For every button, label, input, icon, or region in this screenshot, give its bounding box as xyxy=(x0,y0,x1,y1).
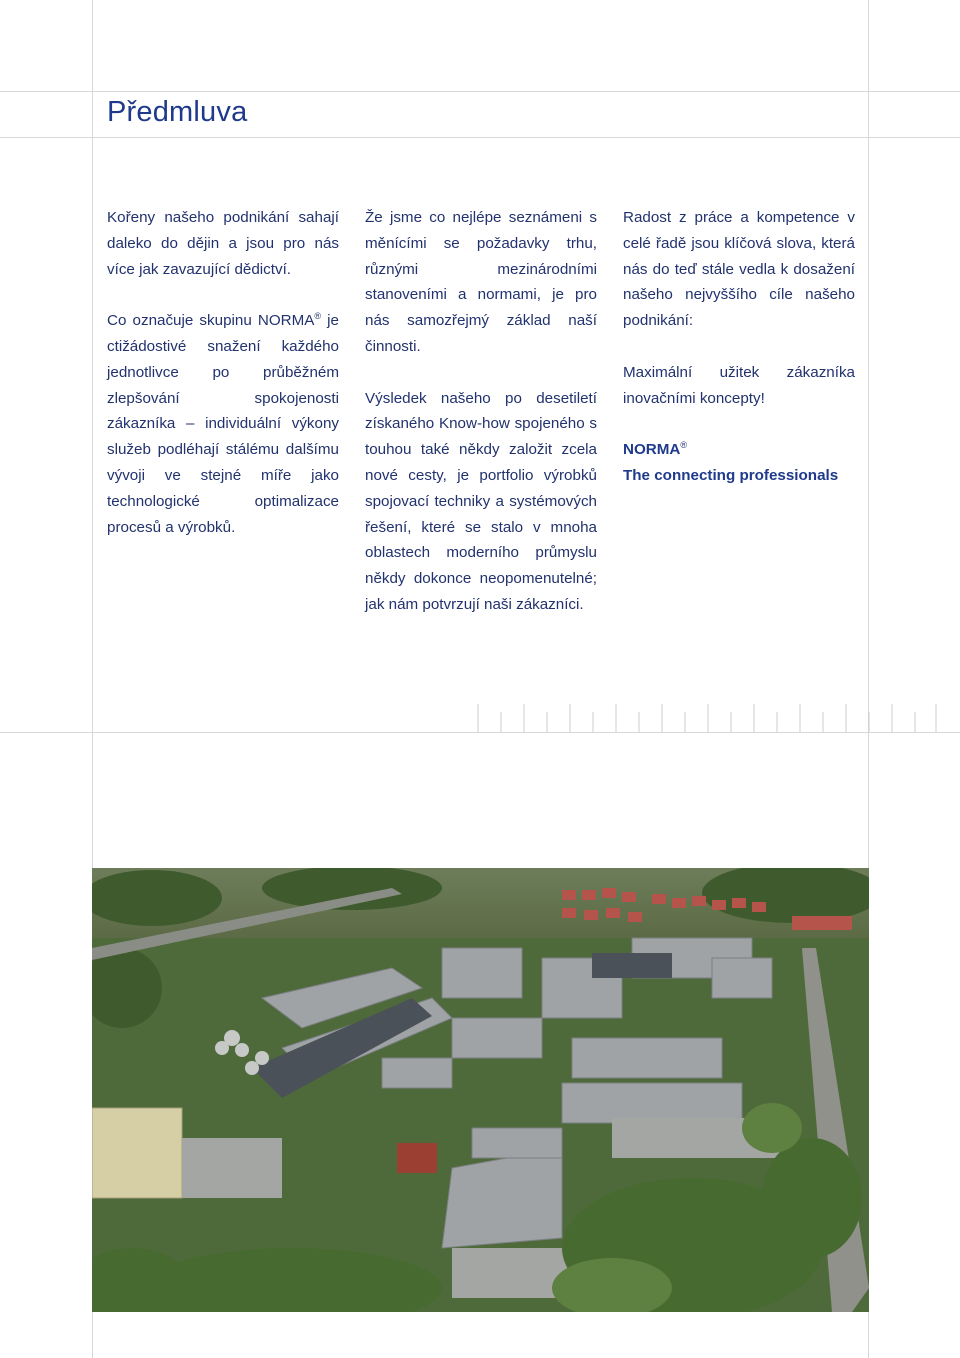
text-column-3 xyxy=(623,205,855,489)
text-column-1 xyxy=(107,205,339,540)
brand-tagline: The connecting professionals xyxy=(623,467,839,485)
paragraph: Radost z práce a kompetence v celé řadě jsou klíčová slova, která nás do teď stále vedla k dosažení našeho nejvyššího cíle našeho podnikání: xyxy=(623,209,855,330)
registered-mark: ® xyxy=(680,440,688,451)
page-title: Předmluva xyxy=(107,96,248,128)
brand-block xyxy=(623,437,855,489)
text-column-2 xyxy=(365,205,597,618)
paragraph-text: Co označuje skupinu NORMA xyxy=(107,312,315,330)
guide-line-middle xyxy=(0,732,960,733)
paragraph xyxy=(107,308,339,540)
brand-name: NORMA xyxy=(623,441,681,459)
decorative-ticks xyxy=(470,700,950,732)
paragraph: Že jsme co nejlépe seznámeni s měnícími se požadavky trhu, různými mezinárodními stanoveními a normami, je pro nás samozřejmý základ naší činnosti. xyxy=(365,209,597,355)
paragraph: Výsledek našeho po desetiletí získaného Know-how spojeného s touhou také někdy založit zcela nové cesty, je portfolio výrobků spojovací techniky a systémových řešení, které se stalo v mnoha oblastech moderního průmyslu někdy dokonce neopomenutelné; jak nám potvrzují naši zákazníci. xyxy=(365,389,597,613)
guide-line-top xyxy=(0,91,960,92)
paragraph: Kořeny našeho podnikání sahají daleko do dějin a jsou pro nás více jak zavazující dědictví. xyxy=(107,209,339,278)
paragraph-text: je ctižádostivé snažení každého jednotlivce po průběžném zlepšování spokojenosti zákazníka – individuální výkony služeb podléhají stálému dalšímu vývoji ve stejné míře jako technologické optimalizace procesů a výrobků. xyxy=(107,312,339,536)
aerial-factory-photo xyxy=(92,868,869,1312)
paragraph: Maximální užitek zákazníka inovačními koncepty! xyxy=(623,363,855,407)
registered-mark: ® xyxy=(314,311,322,322)
guide-line-title xyxy=(0,137,960,138)
